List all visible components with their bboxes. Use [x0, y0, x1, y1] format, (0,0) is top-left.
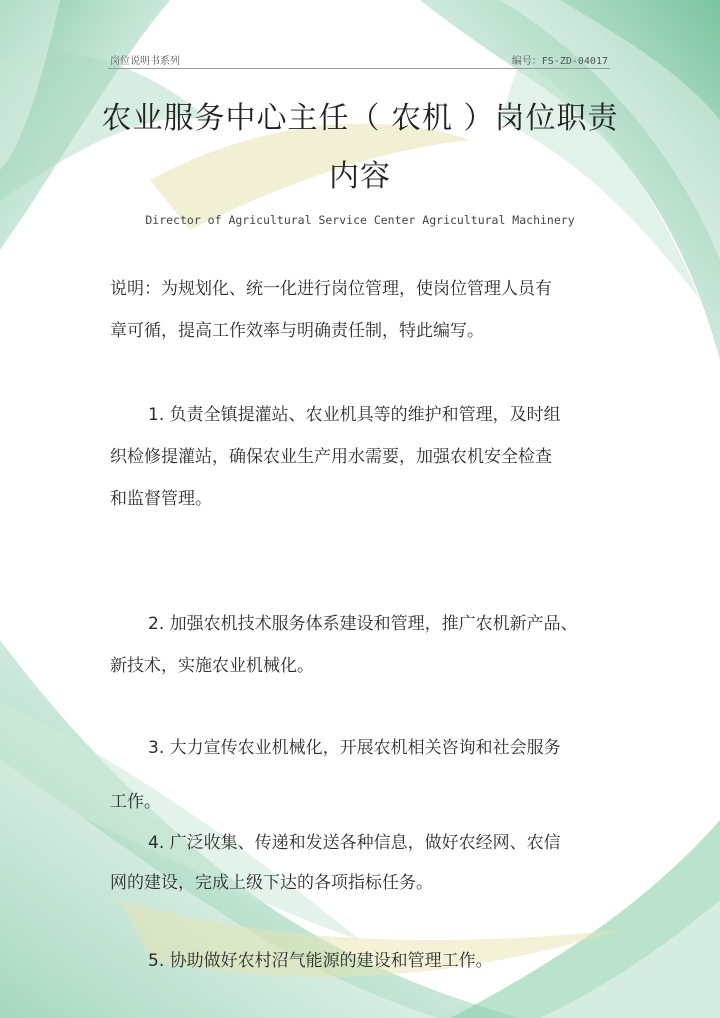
document-title: [90, 90, 630, 206]
duty-item-1-line-2: 织检修提灌站，确保农业生产用水需要，加强农机安全检查: [110, 447, 552, 467]
intro-line-2: 章可循，提高工作效率与明确责任制，特此编写。: [110, 321, 484, 341]
duty-item-5: [110, 940, 590, 982]
header-series-label: 岗位说明书系列: [110, 56, 180, 67]
document-title-line-1: 农业服务中心主任（ 农机 ）岗位职责: [101, 101, 619, 136]
duty-item-1-line-3: 和监督管理。: [110, 489, 212, 509]
duty-item-4: [110, 823, 590, 903]
document-title-line-2: 内容: [329, 159, 391, 194]
duty-item-1-line-1: 1. 负责全镇提灌站、农业机具等的维护和管理，及时组: [148, 405, 561, 425]
intro-paragraph: [110, 268, 590, 352]
duty-item-5-line-1: 5. 协助做好农村沼气能源的建设和管理工作。: [148, 951, 493, 971]
duty-item-2: [110, 603, 590, 687]
duty-item-1: [110, 394, 590, 520]
intro-line-1: 说明：为规划化、统一化进行岗位管理，使岗位管理人员有: [110, 279, 552, 299]
document-subtitle-english: Director of Agricultural Service Center Agricultural Machinery: [145, 213, 575, 227]
header-divider: [108, 68, 610, 69]
duty-item-2-line-2: 新技术，实施农业机械化。: [110, 656, 314, 676]
duty-item-2-line-1: 2. 加强农机技术服务体系建设和管理，推广农机新产品、: [148, 614, 578, 634]
header-document-number: 编号：FS-ZD-04017: [511, 56, 608, 67]
duty-item-3-line-1: 3. 大力宣传农业机械化，开展农机相关咨询和社会服务: [148, 738, 561, 758]
duty-item-3-line-2: 工作。: [110, 792, 161, 812]
duty-item-3: [110, 721, 590, 829]
duty-item-4-line-1: 4. 广泛收集、传递和发送各种信息，做好农经网、农信: [148, 833, 561, 853]
duty-item-4-line-2: 网的建设，完成上级下达的各项指标任务。: [110, 873, 433, 893]
